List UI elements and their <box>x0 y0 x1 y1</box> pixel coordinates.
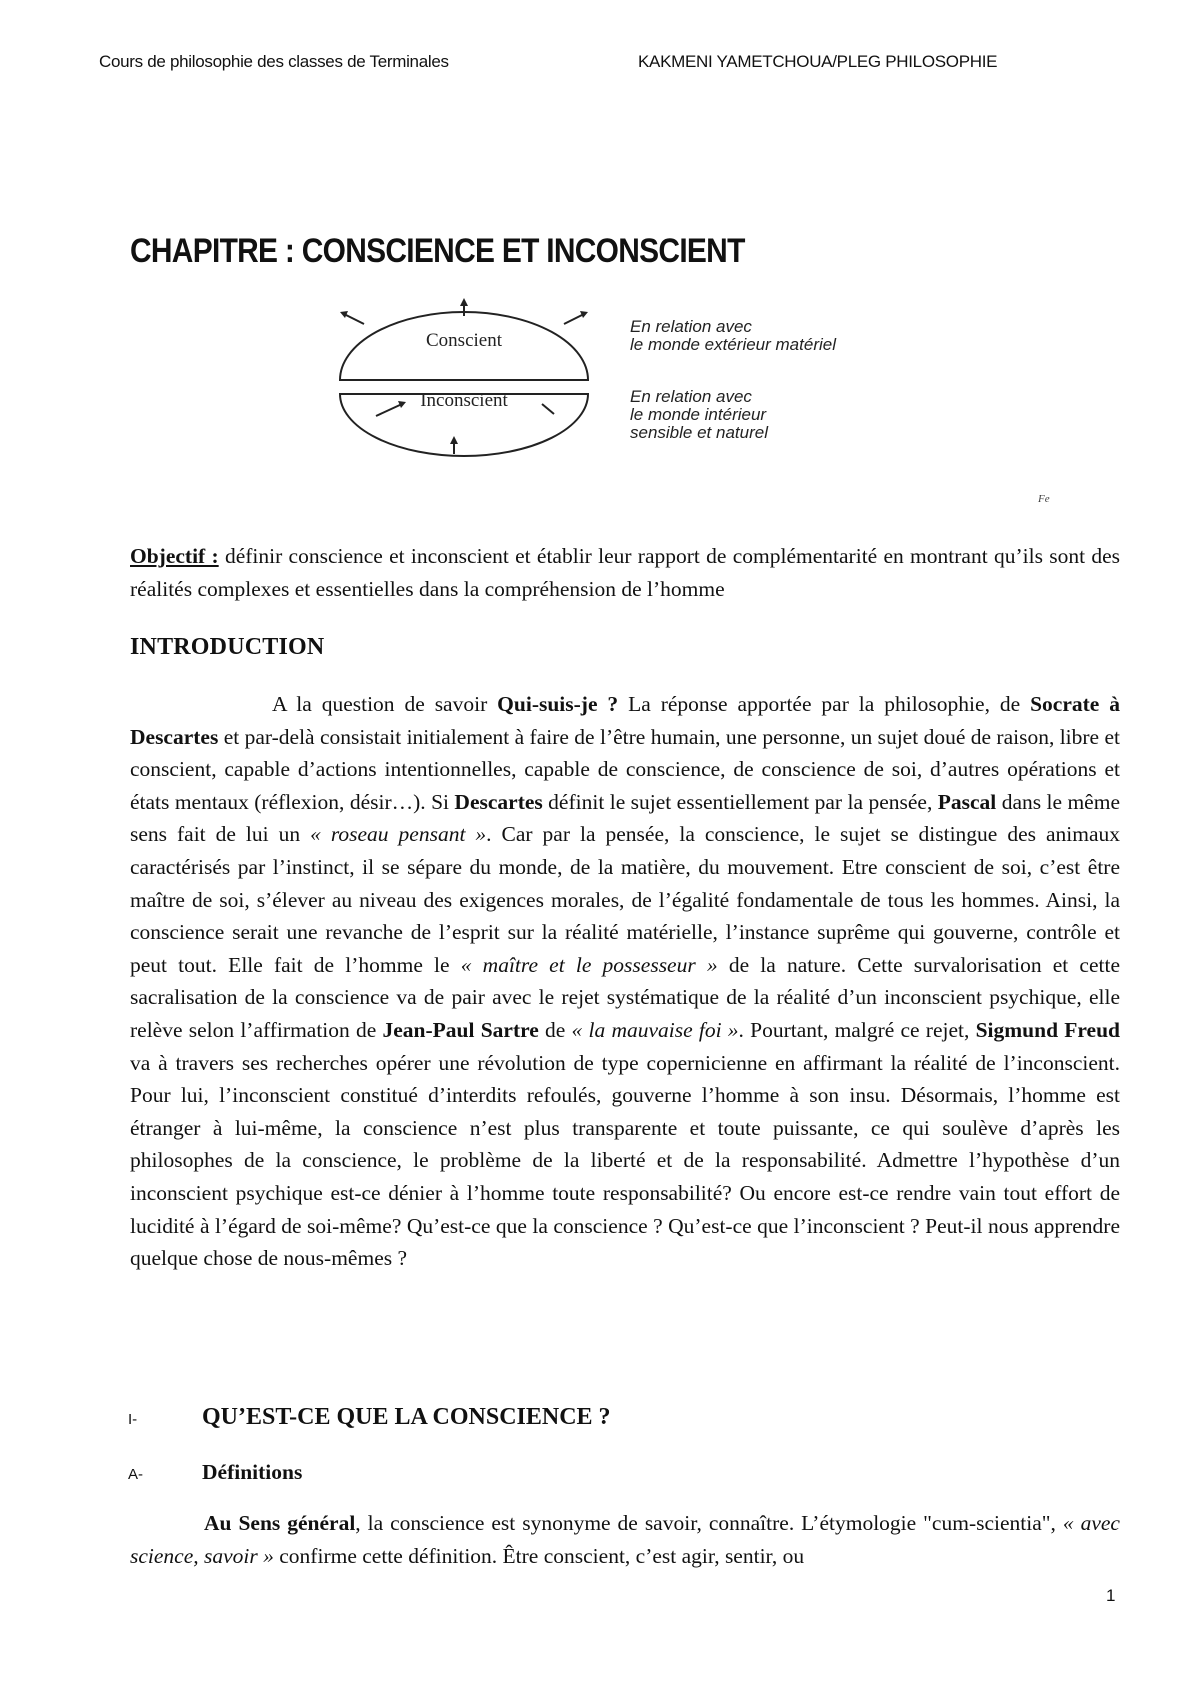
introduction-heading: INTRODUCTION <box>130 634 325 660</box>
intro-names-socrate-descartes: Socrate à Descartes <box>130 692 1120 749</box>
definition-term: Au Sens général <box>204 1511 356 1535</box>
intro-quote-maitre: « maître et le possesseur » <box>460 952 718 977</box>
intro-quote-mauvaise-foi: « la mauvaise foi » <box>571 1017 739 1042</box>
intro-text: A la question de savoir <box>272 692 498 716</box>
diagram-signature: Fe <box>1038 493 1050 505</box>
note-interior-line3: sensible et naturel <box>630 423 768 442</box>
arrow-up-bottom-head <box>450 436 458 444</box>
intro-text: La réponse apportée par la philosophie, de <box>618 692 1031 716</box>
intro-text: et par-delà consistait initialement à faire de l’être humain, une personne, un sujet doué de raison, libre et conscient, capable d’actions intentionnelles, capable de conscience, de conscience de soi, d’autres opérations et états mentaux (réflexion, désir…). Si <box>130 724 1120 814</box>
arrow-inner-left <box>376 404 402 416</box>
note-exterior-line1: En relation avec <box>630 317 752 336</box>
intro-question: Qui-suis-je ? <box>497 692 619 716</box>
intro-text: . Car par la pensée, la conscience, le sujet se distingue des animaux caractérisés par l’instinct, il se sépare du monde, de la matière, du mouvement. Etre conscient de soi, c’est être maître de soi, s’élever au niveau des exigences morales, de l’égalité fondamentale de tous les hommes. Ainsi, la conscience serait une revanche de l’esprit sur la réalité matérielle, l’instance suprême qui gouverne, contrôle et peut tout. Elle fait de l’homme le <box>130 822 1120 977</box>
subsection-heading-definitions <box>128 1460 302 1485</box>
introduction-paragraph <box>130 688 1120 1275</box>
subsection-number: A- <box>128 1466 143 1483</box>
intro-text: dans le même sens fait de lui un <box>130 789 1120 847</box>
objective-text: définir conscience et inconscient et établir leur rapport de complémentarité en montrant qu’ils sont des réalités complexes et essentielles dans la compréhension de l’homme <box>130 544 1120 601</box>
section-title: QU’EST-CE QUE LA CONSCIENCE ? <box>202 1404 611 1430</box>
intro-name-pascal: Pascal <box>937 789 997 814</box>
intro-name-freud: Sigmund Freud <box>975 1017 1121 1042</box>
inconscient-label: Inconscient <box>420 390 508 411</box>
intro-name-descartes: Descartes <box>454 789 543 814</box>
intro-name-sartre: Jean-Paul Sartre <box>382 1017 539 1042</box>
intro-text: de <box>538 1017 572 1042</box>
chapter-title: CHAPITRE : CONSCIENCE ET INCONSCIENT <box>130 232 745 270</box>
conscient-label: Conscient <box>426 330 502 351</box>
objective-label: Objectif : <box>130 544 219 568</box>
arrow-inner-right <box>542 404 554 414</box>
subsection-title: Définitions <box>202 1460 303 1484</box>
definition-text: , la conscience est synonyme de savoir, connaître. L’étymologie "cum-scientia", <box>355 1511 1063 1535</box>
page-number: 1 <box>1106 1586 1116 1605</box>
objective-paragraph <box>130 540 1120 606</box>
intro-text: de la nature. Cette survalorisation et cette sacralisation de la conscience va de pair avec le rejet systématique de la réalité d’un inconscient psychique, elle relève selon l’affirmation de <box>130 952 1121 1042</box>
arrow-top-left <box>344 314 364 324</box>
definition-quote: « avec science, savoir » <box>130 1511 1120 1568</box>
conscious-unconscious-diagram <box>330 298 1090 518</box>
running-header-author: KAKMENI YAMETCHOUA/PLEG PHILOSOPHIE <box>638 52 998 71</box>
section-number: I- <box>128 1411 138 1428</box>
arrow-up-top-head <box>460 298 468 306</box>
intro-quote-roseau: « roseau pensant » <box>310 822 487 847</box>
section-heading-conscience <box>128 1404 611 1431</box>
arrow-top-right <box>564 314 584 324</box>
note-exterior-line2: le monde extérieur matériel <box>630 335 836 354</box>
note-interior-line1: En relation avec <box>630 387 752 406</box>
intro-text: . Pourtant, malgré ce rejet, <box>738 1017 976 1042</box>
definition-paragraph <box>130 1507 1120 1572</box>
running-header-course: Cours de philosophie des classes de Terminales <box>99 52 449 71</box>
intro-text: définit le sujet essentiellement par la pensée, <box>542 789 938 814</box>
definition-text: confirme cette définition. Être conscient, c’est agir, sentir, ou <box>273 1543 805 1568</box>
note-interior-line2: le monde intérieur <box>630 405 767 424</box>
intro-text: va à travers ses recherches opérer une révolution de type copernicienne en affirmant la réalité de l’inconscient. Pour lui, l’inconscient constitué d’interdits refoulés, gouverne l’homme à son insu. Désormais, l’homme est étranger à lui-même, la conscience n’est plus transparente et toute puissante, ce qui soulève d’après les philosophes de la conscience, le problème de la liberté et de la responsabilité. Admettre l’hypothèse d’un inconscient psychique est-ce dénier à l’homme toute responsabilité? Ou encore est-ce rendre vain tout effort de lucidité à l’égard de soi-même? Qu’est-ce que la conscience ? Qu’est-ce que l’inconscient ? Peut-il nous apprendre quelque chose de nous-mêmes ? <box>130 1050 1120 1271</box>
